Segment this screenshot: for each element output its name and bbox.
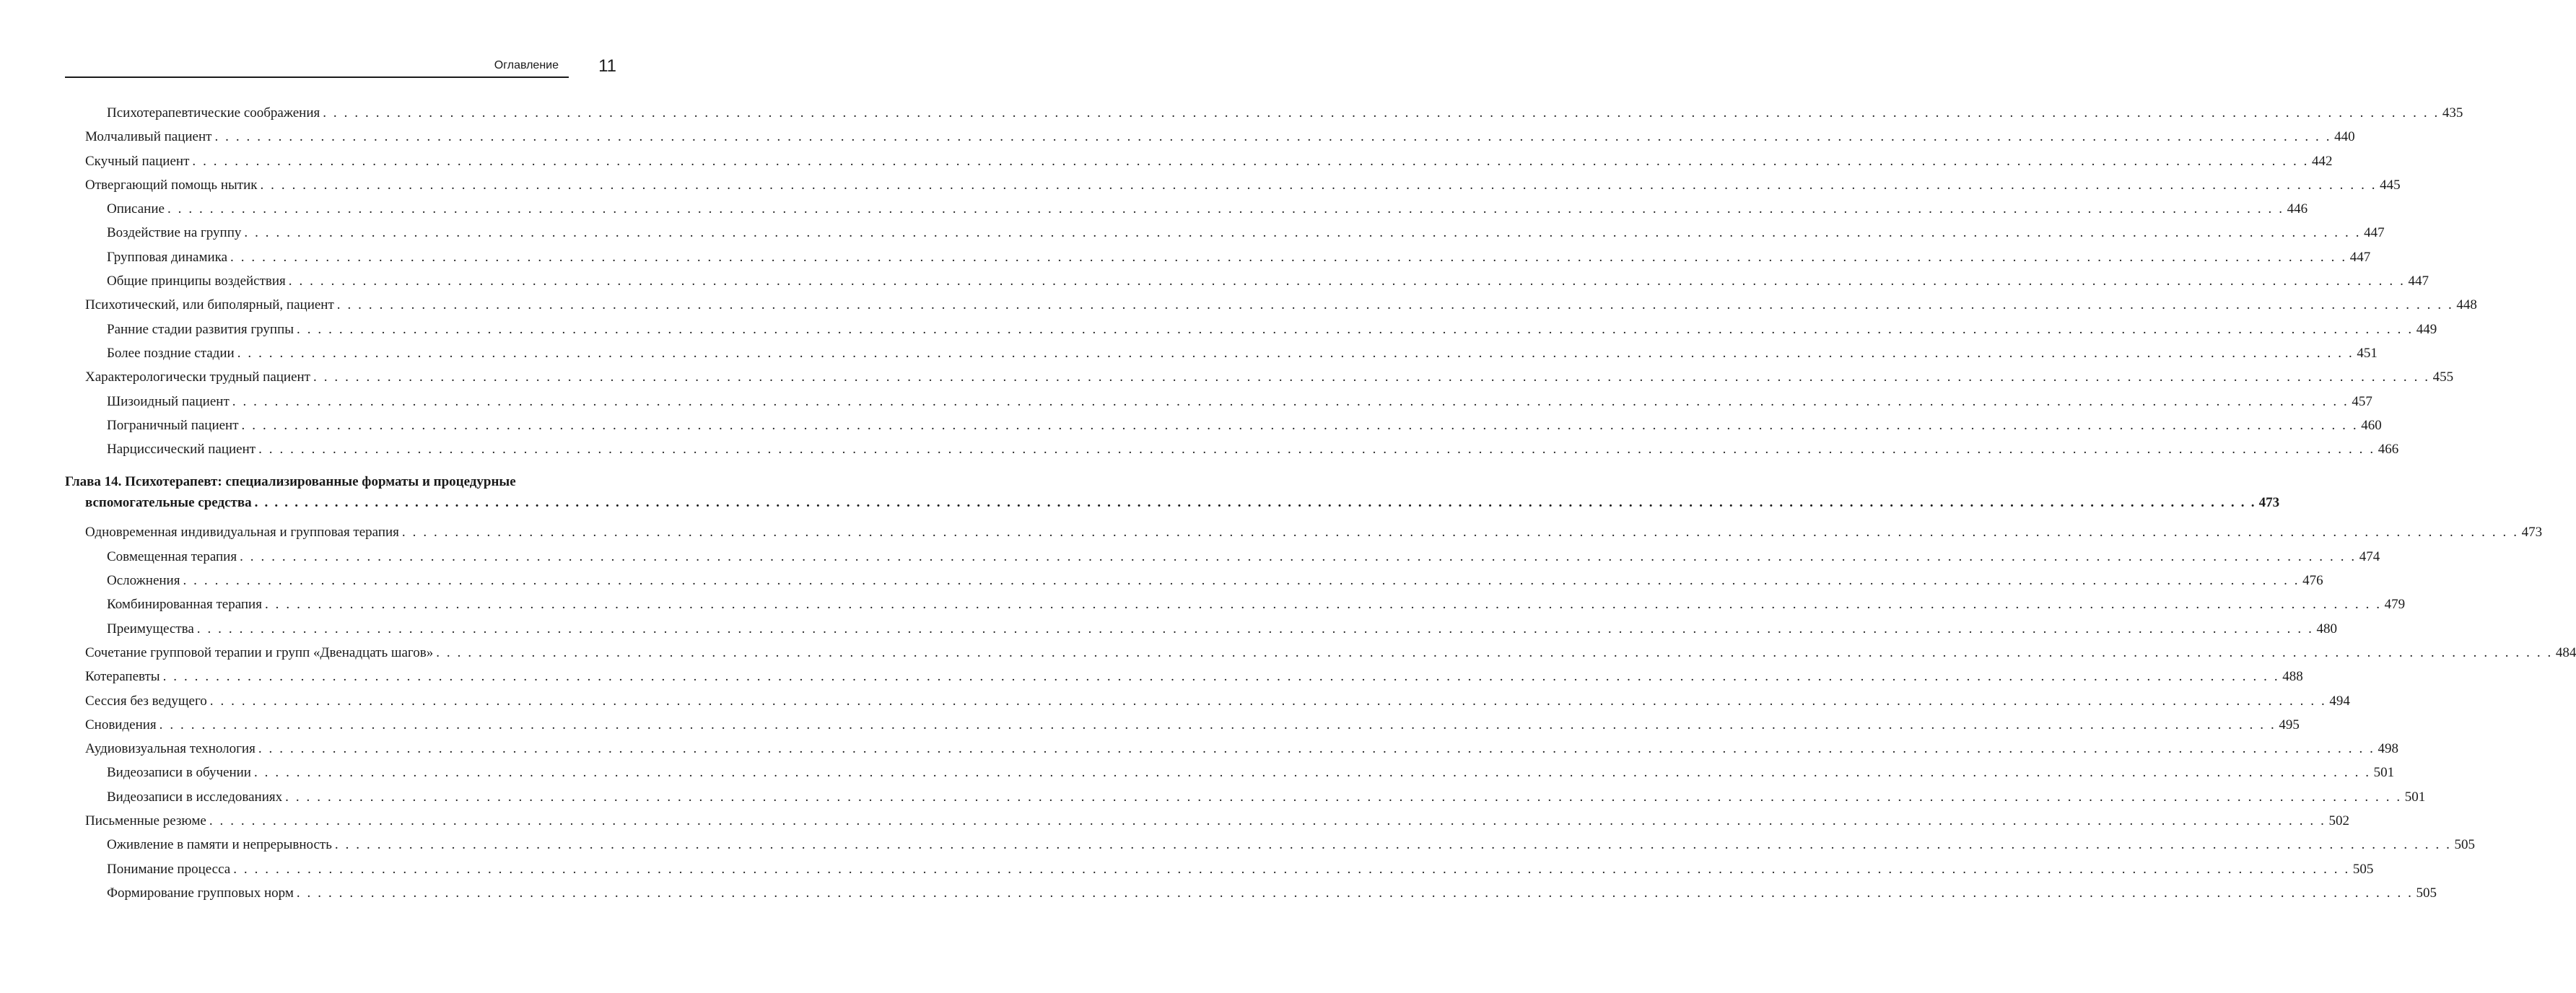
toc-entry <box>65 617 2337 641</box>
toc-entry <box>65 713 2300 737</box>
dot-leader: . . . . . . . . . . . . . . . . . . . . . . . . . . . . . . . . . . . . . . . . . . . . . . . . . . . . . . . . . . . . . . . . . . . . . . . . . . . . . . . . . . . . . . . . . . . . . . . . . . . . . . . . . . . . . . . . . . . . . . . . . . . . . . . . . . . . . . . . . . . . . . . . . . . . . . . . . . . . . . . . . . . . . . . . . . . . . . . . . . . . . . . . . . . . . . . . . . . . . . . . <box>288 274 2406 289</box>
toc-entry <box>65 689 2350 713</box>
toc-entry-page: 494 <box>2329 693 2350 709</box>
dot-leader: . . . . . . . . . . . . . . . . . . . . . . . . . . . . . . . . . . . . . . . . . . . . . . . . . . . . . . . . . . . . . . . . . . . . . . . . . . . . . . . . . . . . . . . . . . . . . . . . . . . . . . . . . . . . . . . . . . . . . . . . . . . . . . . . . . . . . . . . . . . . . . . . . . . . . . . . . . . . . . . . . . . . . . . . . . . . . . . . . . . . . . . . . . . . . . . . . . . . . . . . <box>237 345 2354 361</box>
toc-entry <box>65 221 2385 245</box>
dot-leader: . . . . . . . . . . . . . . . . . . . . . . . . . . . . . . . . . . . . . . . . . . . . . . . . . . . . . . . . . . . . . . . . . . . . . . . . . . . . . . . . . . . . . . . . . . . . . . . . . . . . . . . . . . . . . . . . . . . . . . . . . . . . . . . . . . . . . . . . . . . . . . . . . . . . . . . . . . . . . . . . . . . . . . . . . . . . . . . . . . . . . . . . . . . . . . . . . . . . . . . . <box>254 495 2256 511</box>
dot-leader: . . . . . . . . . . . . . . . . . . . . . . . . . . . . . . . . . . . . . . . . . . . . . . . . . . . . . . . . . . . . . . . . . . . . . . . . . . . . . . . . . . . . . . . . . . . . . . . . . . . . . . . . . . . . . . . . . . . . . . . . . . . . . . . . . . . . . . . . . . . . . . . . . . . . . . . . . . . . . . . . . . . . . . . . . . . . . . . . . . . . . . . . . . . . . . . . . . . . . . . . <box>285 789 2402 805</box>
dot-leader: . . . . . . . . . . . . . . . . . . . . . . . . . . . . . . . . . . . . . . . . . . . . . . . . . . . . . . . . . . . . . . . . . . . . . . . . . . . . . . . . . . . . . . . . . . . . . . . . . . . . . . . . . . . . . . . . . . . . . . . . . . . . . . . . . . . . . . . . . . . . . . . . . . . . . . . . . . . . . . . . . . . . . . . . . . . . . . . . . . . . . . . . . . . . . . . . . . . . . . . . <box>230 249 2347 265</box>
toc-entry-page: 466 <box>2378 442 2399 458</box>
toc-entry-title: Более поздние стадии <box>107 345 235 361</box>
toc-entry <box>65 269 2429 293</box>
chapter-page-number: 473 <box>2258 495 2280 511</box>
table-of-contents <box>65 101 2576 905</box>
toc-entry <box>65 341 2378 365</box>
dot-leader: . . . . . . . . . . . . . . . . . . . . . . . . . . . . . . . . . . . . . . . . . . . . . . . . . . . . . . . . . . . . . . . . . . . . . . . . . . . . . . . . . . . . . . . . . . . . . . . . . . . . . . . . . . . . . . . . . . . . . . . . . . . . . . . . . . . . . . . . . . . . . . . . . . . . . . . . . . . . . . . . . . . . . . . . . . . . . . . . . . . . . . . . . . . . . . . . . . . . . . . . <box>167 201 2284 217</box>
dot-leader: . . . . . . . . . . . . . . . . . . . . . . . . . . . . . . . . . . . . . . . . . . . . . . . . . . . . . . . . . . . . . . . . . . . . . . . . . . . . . . . . . . . . . . . . . . . . . . . . . . . . . . . . . . . . . . . . . . . . . . . . . . . . . . . . . . . . . . . . . . . . . . . . . . . . . . . . . . . . . . . . . . . . . . . . . . . . . . . . . . . . . . . . . . . . . . . . . . . . . . . . <box>214 129 2332 145</box>
toc-entry-title: Сочетание групповой терапии и групп «Двенадцать шагов» <box>85 644 434 660</box>
toc-entry-page: 502 <box>2328 813 2349 829</box>
dot-leader: . . . . . . . . . . . . . . . . . . . . . . . . . . . . . . . . . . . . . . . . . . . . . . . . . . . . . . . . . . . . . . . . . . . . . . . . . . . . . . . . . . . . . . . . . . . . . . . . . . . . . . . . . . . . . . . . . . . . . . . . . . . . . . . . . . . . . . . . . . . . . . . . . . . . . . . . . . . . . . . . . . . . . . . . . . . . . . . . . . . . . . . . . . . . . . . . . . . . . . . . <box>232 393 2349 409</box>
dot-leader: . . . . . . . . . . . . . . . . . . . . . . . . . . . . . . . . . . . . . . . . . . . . . . . . . . . . . . . . . . . . . . . . . . . . . . . . . . . . . . . . . . . . . . . . . . . . . . . . . . . . . . . . . . . . . . . . . . . . . . . . . . . . . . . . . . . . . . . . . . . . . . . . . . . . . . . . . . . . . . . . . . . . . . . . . . . . . . . . . . . . . . . . . . . . . . . . . . . . . . . . <box>401 525 2519 541</box>
toc-entry-title: Характерологически трудный пациент <box>85 369 310 385</box>
toc-entry-title: Общие принципы воздействия <box>107 274 286 289</box>
toc-entry-title: Шизоидный пациент <box>107 393 230 409</box>
toc-entry-title: Письменные резюме <box>85 813 206 829</box>
dot-leader: . . . . . . . . . . . . . . . . . . . . . . . . . . . . . . . . . . . . . . . . . . . . . . . . . . . . . . . . . . . . . . . . . . . . . . . . . . . . . . . . . . . . . . . . . . . . . . . . . . . . . . . . . . . . . . . . . . . . . . . . . . . . . . . . . . . . . . . . . . . . . . . . . . . . . . . . . . . . . . . . . . . . . . . . . . . . . . . . . . . . . . . . . . . . . . . . . . . . . . . . <box>436 644 2553 660</box>
dot-leader: . . . . . . . . . . . . . . . . . . . . . . . . . . . . . . . . . . . . . . . . . . . . . . . . . . . . . . . . . . . . . . . . . . . . . . . . . . . . . . . . . . . . . . . . . . . . . . . . . . . . . . . . . . . . . . . . . . . . . . . . . . . . . . . . . . . . . . . . . . . . . . . . . . . . . . . . . . . . . . . . . . . . . . . . . . . . . . . . . . . . . . . . . . . . . . . . . . . . . . . . <box>313 369 2430 385</box>
toc-entry-page: 440 <box>2334 129 2355 145</box>
toc-entry <box>65 761 2395 784</box>
toc-entry-title: Комбинированная терапия <box>107 597 262 613</box>
toc-entry-page: 446 <box>2287 201 2308 217</box>
toc-entry <box>65 665 2303 688</box>
toc-entry-title: Котерапевты <box>85 669 160 685</box>
toc-entry-title: Видеозаписи в исследованиях <box>107 789 283 805</box>
running-header-title: Оглавление <box>494 59 559 71</box>
toc-entry <box>65 318 2437 341</box>
toc-entry-title: Скучный пациент <box>85 153 190 169</box>
dot-leader: . . . . . . . . . . . . . . . . . . . . . . . . . . . . . . . . . . . . . . . . . . . . . . . . . . . . . . . . . . . . . . . . . . . . . . . . . . . . . . . . . . . . . . . . . . . . . . . . . . . . . . . . . . . . . . . . . . . . . . . . . . . . . . . . . . . . . . . . . . . . . . . . . . . . . . . . . . . . . . . . . . . . . . . . . . . . . . . . . . . . . . . . . . . . . . . . . . . . . . . . <box>183 573 2300 589</box>
toc-entry-page: 480 <box>2316 621 2337 637</box>
header-rule <box>65 76 569 78</box>
toc-entry <box>65 833 2476 857</box>
toc-entry-title: Пограничный пациент <box>107 417 239 433</box>
dot-leader: . . . . . . . . . . . . . . . . . . . . . . . . . . . . . . . . . . . . . . . . . . . . . . . . . . . . . . . . . . . . . . . . . . . . . . . . . . . . . . . . . . . . . . . . . . . . . . . . . . . . . . . . . . . . . . . . . . . . . . . . . . . . . . . . . . . . . . . . . . . . . . . . . . . . . . . . . . . . . . . . . . . . . . . . . . . . . . . . . . . . . . . . . . . . . . . . . . . . . . . . <box>209 693 2327 709</box>
toc-entry <box>65 592 2406 616</box>
dot-leader: . . . . . . . . . . . . . . . . . . . . . . . . . . . . . . . . . . . . . . . . . . . . . . . . . . . . . . . . . . . . . . . . . . . . . . . . . . . . . . . . . . . . . . . . . . . . . . . . . . . . . . . . . . . . . . . . . . . . . . . . . . . . . . . . . . . . . . . . . . . . . . . . . . . . . . . . . . . . . . . . . . . . . . . . . . . . . . . . . . . . . . . . . . . . . . . . . . . . . . . . <box>196 621 2314 637</box>
toc-entry-title: Осложнения <box>107 573 180 589</box>
toc-entry-title: Совмещенная терапия <box>107 548 237 564</box>
toc-entry-title: Отвергающий помощь нытик <box>85 177 258 193</box>
toc-entry-title: Воздействие на группу <box>107 225 242 241</box>
toc-entry-title: Аудиовизуальная технология <box>85 741 256 757</box>
toc-entry-page: 447 <box>2349 249 2371 265</box>
chapter-title-line2: вспомогательные средства <box>85 495 252 511</box>
toc-entry-page: 495 <box>2279 717 2300 732</box>
toc-entry <box>65 125 2355 149</box>
dot-leader: . . . . . . . . . . . . . . . . . . . . . . . . . . . . . . . . . . . . . . . . . . . . . . . . . . . . . . . . . . . . . . . . . . . . . . . . . . . . . . . . . . . . . . . . . . . . . . . . . . . . . . . . . . . . . . . . . . . . . . . . . . . . . . . . . . . . . . . . . . . . . . . . . . . . . . . . . . . . . . . . . . . . . . . . . . . . . . . . . . . . . . . . . . . . . . . . . . . . . . . . <box>323 105 2440 121</box>
toc-entry <box>65 737 2398 761</box>
toc-entry-page: 447 <box>2364 225 2385 241</box>
toc-entry <box>65 101 2463 125</box>
toc-entry-page: 505 <box>2454 837 2476 853</box>
toc-entry-page: 498 <box>2378 741 2398 757</box>
dot-leader: . . . . . . . . . . . . . . . . . . . . . . . . . . . . . . . . . . . . . . . . . . . . . . . . . . . . . . . . . . . . . . . . . . . . . . . . . . . . . . . . . . . . . . . . . . . . . . . . . . . . . . . . . . . . . . . . . . . . . . . . . . . . . . . . . . . . . . . . . . . . . . . . . . . . . . . . . . . . . . . . . . . . . . . . . . . . . . . . . . . . . . . . . . . . . . . . . . . . . . . . <box>233 861 2350 877</box>
toc-entry-title: Оживление в памяти и непрерывность <box>107 837 332 853</box>
toc-entry-title: Психотерапевтические соображения <box>107 105 320 121</box>
toc-entry <box>65 365 2454 389</box>
toc-entry-title: Формирование групповых норм <box>107 885 294 901</box>
toc-entry-page: 501 <box>2373 765 2395 781</box>
toc-entry <box>65 173 2401 197</box>
dot-leader: . . . . . . . . . . . . . . . . . . . . . . . . . . . . . . . . . . . . . . . . . . . . . . . . . . . . . . . . . . . . . . . . . . . . . . . . . . . . . . . . . . . . . . . . . . . . . . . . . . . . . . . . . . . . . . . . . . . . . . . . . . . . . . . . . . . . . . . . . . . . . . . . . . . . . . . . . . . . . . . . . . . . . . . . . . . . . . . . . . . . . . . . . . . . . . . . . . . . . . . . <box>296 885 2414 901</box>
toc-entry-title: Одновременная индивидуальная и групповая терапия <box>85 525 399 541</box>
toc-entry <box>65 857 2374 881</box>
chapter-title-line2-row <box>65 492 2280 513</box>
toc-entry-title: Видеозаписи в обучении <box>107 765 251 781</box>
dot-leader: . . . . . . . . . . . . . . . . . . . . . . . . . . . . . . . . . . . . . . . . . . . . . . . . . . . . . . . . . . . . . . . . . . . . . . . . . . . . . . . . . . . . . . . . . . . . . . . . . . . . . . . . . . . . . . . . . . . . . . . . . . . . . . . . . . . . . . . . . . . . . . . . . . . . . . . . . . . . . . . . . . . . . . . . . . . . . . . . . . . . . . . . . . . . . . . . . . . . . . . . <box>244 225 2362 241</box>
toc-entry-page: 451 <box>2357 345 2378 361</box>
toc-entry-page: 488 <box>2282 669 2303 685</box>
dot-leader: . . . . . . . . . . . . . . . . . . . . . . . . . . . . . . . . . . . . . . . . . . . . . . . . . . . . . . . . . . . . . . . . . . . . . . . . . . . . . . . . . . . . . . . . . . . . . . . . . . . . . . . . . . . . . . . . . . . . . . . . . . . . . . . . . . . . . . . . . . . . . . . . . . . . . . . . . . . . . . . . . . . . . . . . . . . . . . . . . . . . . . . . . . . . . . . . . . . . . . . . <box>159 717 2276 732</box>
toc-entry-page: 476 <box>2302 573 2323 589</box>
toc-entry <box>65 520 2543 544</box>
toc-entry-page: 447 <box>2408 274 2429 289</box>
toc-entry <box>65 293 2477 317</box>
toc-entry-page: 449 <box>2416 321 2437 337</box>
toc-entry-title: Психотический, или биполярный, пациент <box>85 297 334 313</box>
toc-entry <box>65 149 2333 173</box>
toc-entry-title: Описание <box>107 201 165 217</box>
toc-entry-page: 435 <box>2442 105 2463 121</box>
toc-entry <box>65 881 2437 905</box>
toc-entry-page: 457 <box>2352 393 2372 409</box>
toc-entry-page: 448 <box>2456 297 2477 313</box>
toc-entry-page: 484 <box>2555 644 2576 660</box>
page-number: 11 <box>598 56 616 76</box>
toc-entry-title: Преимущества <box>107 621 194 637</box>
dot-leader: . . . . . . . . . . . . . . . . . . . . . . . . . . . . . . . . . . . . . . . . . . . . . . . . . . . . . . . . . . . . . . . . . . . . . . . . . . . . . . . . . . . . . . . . . . . . . . . . . . . . . . . . . . . . . . . . . . . . . . . . . . . . . . . . . . . . . . . . . . . . . . . . . . . . . . . . . . . . . . . . . . . . . . . . . . . . . . . . . . . . . . . . . . . . . . . . . . . . . . . . <box>253 765 2371 781</box>
dot-leader: . . . . . . . . . . . . . . . . . . . . . . . . . . . . . . . . . . . . . . . . . . . . . . . . . . . . . . . . . . . . . . . . . . . . . . . . . . . . . . . . . . . . . . . . . . . . . . . . . . . . . . . . . . . . . . . . . . . . . . . . . . . . . . . . . . . . . . . . . . . . . . . . . . . . . . . . . . . . . . . . . . . . . . . . . . . . . . . . . . . . . . . . . . . . . . . . . . . . . . . . <box>209 813 2326 829</box>
running-header <box>65 56 619 79</box>
dot-leader: . . . . . . . . . . . . . . . . . . . . . . . . . . . . . . . . . . . . . . . . . . . . . . . . . . . . . . . . . . . . . . . . . . . . . . . . . . . . . . . . . . . . . . . . . . . . . . . . . . . . . . . . . . . . . . . . . . . . . . . . . . . . . . . . . . . . . . . . . . . . . . . . . . . . . . . . . . . . . . . . . . . . . . . . . . . . . . . . . . . . . . . . . . . . . . . . . . . . . . . . <box>162 669 2280 685</box>
dot-leader: . . . . . . . . . . . . . . . . . . . . . . . . . . . . . . . . . . . . . . . . . . . . . . . . . . . . . . . . . . . . . . . . . . . . . . . . . . . . . . . . . . . . . . . . . . . . . . . . . . . . . . . . . . . . . . . . . . . . . . . . . . . . . . . . . . . . . . . . . . . . . . . . . . . . . . . . . . . . . . . . . . . . . . . . . . . . . . . . . . . . . . . . . . . . . . . . . . . . . . . . <box>258 442 2375 458</box>
toc-entry-page: 474 <box>2359 548 2380 564</box>
dot-leader: . . . . . . . . . . . . . . . . . . . . . . . . . . . . . . . . . . . . . . . . . . . . . . . . . . . . . . . . . . . . . . . . . . . . . . . . . . . . . . . . . . . . . . . . . . . . . . . . . . . . . . . . . . . . . . . . . . . . . . . . . . . . . . . . . . . . . . . . . . . . . . . . . . . . . . . . . . . . . . . . . . . . . . . . . . . . . . . . . . . . . . . . . . . . . . . . . . . . . . . . <box>241 417 2359 433</box>
toc-entry-title: Ранние стадии развития группы <box>107 321 294 337</box>
toc-entry-title: Сновидения <box>85 717 157 732</box>
dot-leader: . . . . . . . . . . . . . . . . . . . . . . . . . . . . . . . . . . . . . . . . . . . . . . . . . . . . . . . . . . . . . . . . . . . . . . . . . . . . . . . . . . . . . . . . . . . . . . . . . . . . . . . . . . . . . . . . . . . . . . . . . . . . . . . . . . . . . . . . . . . . . . . . . . . . . . . . . . . . . . . . . . . . . . . . . . . . . . . . . . . . . . . . . . . . . . . . . . . . . . . . <box>258 741 2375 757</box>
toc-entry-title: Сессия без ведущего <box>85 693 207 709</box>
dot-leader: . . . . . . . . . . . . . . . . . . . . . . . . . . . . . . . . . . . . . . . . . . . . . . . . . . . . . . . . . . . . . . . . . . . . . . . . . . . . . . . . . . . . . . . . . . . . . . . . . . . . . . . . . . . . . . . . . . . . . . . . . . . . . . . . . . . . . . . . . . . . . . . . . . . . . . . . . . . . . . . . . . . . . . . . . . . . . . . . . . . . . . . . . . . . . . . . . . . . . . . . <box>260 177 2378 193</box>
toc-entry-page: 473 <box>2521 525 2543 541</box>
toc-entry-page: 501 <box>2404 789 2426 805</box>
dot-leader: . . . . . . . . . . . . . . . . . . . . . . . . . . . . . . . . . . . . . . . . . . . . . . . . . . . . . . . . . . . . . . . . . . . . . . . . . . . . . . . . . . . . . . . . . . . . . . . . . . . . . . . . . . . . . . . . . . . . . . . . . . . . . . . . . . . . . . . . . . . . . . . . . . . . . . . . . . . . . . . . . . . . . . . . . . . . . . . . . . . . . . . . . . . . . . . . . . . . . . . . <box>264 597 2382 613</box>
dot-leader: . . . . . . . . . . . . . . . . . . . . . . . . . . . . . . . . . . . . . . . . . . . . . . . . . . . . . . . . . . . . . . . . . . . . . . . . . . . . . . . . . . . . . . . . . . . . . . . . . . . . . . . . . . . . . . . . . . . . . . . . . . . . . . . . . . . . . . . . . . . . . . . . . . . . . . . . . . . . . . . . . . . . . . . . . . . . . . . . . . . . . . . . . . . . . . . . . . . . . . . . <box>336 297 2454 313</box>
toc-entry-title: Групповая динамика <box>107 249 228 265</box>
chapter-title-line1: Глава 14. Психотерапевт: специализированные форматы и процедурные <box>65 474 516 490</box>
toc-entry <box>65 569 2323 592</box>
dot-leader: . . . . . . . . . . . . . . . . . . . . . . . . . . . . . . . . . . . . . . . . . . . . . . . . . . . . . . . . . . . . . . . . . . . . . . . . . . . . . . . . . . . . . . . . . . . . . . . . . . . . . . . . . . . . . . . . . . . . . . . . . . . . . . . . . . . . . . . . . . . . . . . . . . . . . . . . . . . . . . . . . . . . . . . . . . . . . . . . . . . . . . . . . . . . . . . . . . . . . . . . <box>334 837 2452 853</box>
toc-entry <box>65 641 2576 665</box>
chapter-heading <box>65 471 2280 513</box>
toc-entry-title: Молчаливый пациент <box>85 129 212 145</box>
toc-entry-page: 455 <box>2432 369 2454 385</box>
toc-entry-page: 442 <box>2312 153 2333 169</box>
dot-leader: . . . . . . . . . . . . . . . . . . . . . . . . . . . . . . . . . . . . . . . . . . . . . . . . . . . . . . . . . . . . . . . . . . . . . . . . . . . . . . . . . . . . . . . . . . . . . . . . . . . . . . . . . . . . . . . . . . . . . . . . . . . . . . . . . . . . . . . . . . . . . . . . . . . . . . . . . . . . . . . . . . . . . . . . . . . . . . . . . . . . . . . . . . . . . . . . . . . . . . . . <box>192 153 2310 169</box>
toc-entry <box>65 809 2349 833</box>
dot-leader: . . . . . . . . . . . . . . . . . . . . . . . . . . . . . . . . . . . . . . . . . . . . . . . . . . . . . . . . . . . . . . . . . . . . . . . . . . . . . . . . . . . . . . . . . . . . . . . . . . . . . . . . . . . . . . . . . . . . . . . . . . . . . . . . . . . . . . . . . . . . . . . . . . . . . . . . . . . . . . . . . . . . . . . . . . . . . . . . . . . . . . . . . . . . . . . . . . . . . . . . <box>297 321 2414 337</box>
dot-leader: . . . . . . . . . . . . . . . . . . . . . . . . . . . . . . . . . . . . . . . . . . . . . . . . . . . . . . . . . . . . . . . . . . . . . . . . . . . . . . . . . . . . . . . . . . . . . . . . . . . . . . . . . . . . . . . . . . . . . . . . . . . . . . . . . . . . . . . . . . . . . . . . . . . . . . . . . . . . . . . . . . . . . . . . . . . . . . . . . . . . . . . . . . . . . . . . . . . . . . . . <box>240 548 2357 564</box>
toc-entry-page: 445 <box>2380 177 2401 193</box>
toc-entry <box>65 545 2380 569</box>
toc-entry-page: 479 <box>2384 597 2406 613</box>
toc-entry <box>65 414 2382 437</box>
toc-entry-page: 460 <box>2361 417 2382 433</box>
toc-entry-title: Нарциссический пациент <box>107 442 256 458</box>
toc-entry <box>65 245 2371 269</box>
toc-section-b <box>65 520 2576 905</box>
toc-entry <box>65 197 2308 221</box>
toc-entry <box>65 785 2426 809</box>
toc-entry-page: 505 <box>2352 861 2374 877</box>
toc-entry-title: Понимание процесса <box>107 861 231 877</box>
toc-section-a <box>65 101 2477 461</box>
toc-entry-page: 505 <box>2416 885 2437 901</box>
toc-entry <box>65 437 2399 461</box>
toc-entry <box>65 390 2372 414</box>
